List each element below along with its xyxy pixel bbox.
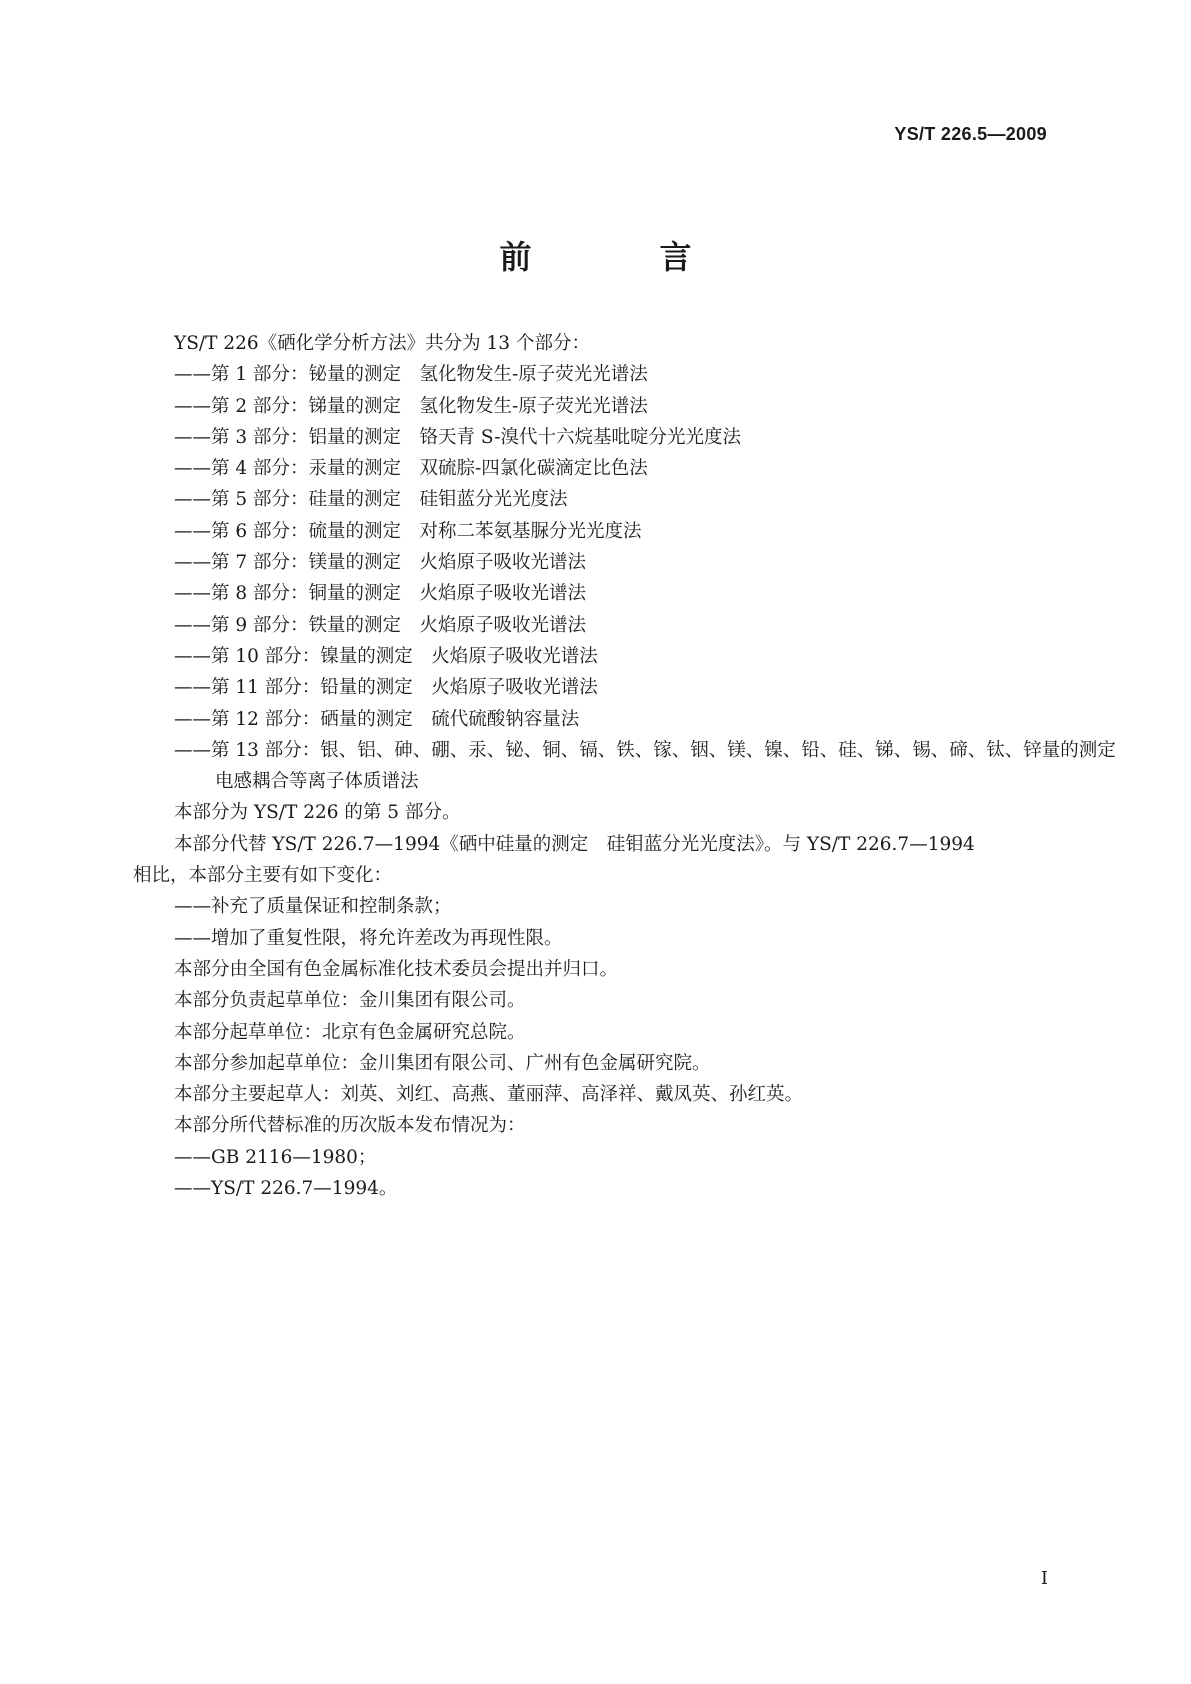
list-item: ——第 7 部分：镁量的测定 火焰原子吸收光谱法 (174, 552, 587, 574)
list-item: ——补充了质量保证和控制条款； (174, 896, 452, 918)
paragraph-continuation: 相比，本部分主要有如下变化： (133, 865, 393, 887)
list-item: ——第 4 部分：汞量的测定 双硫腙-四氯化碳滴定比色法 (174, 458, 648, 480)
list-item: ——第 8 部分：铜量的测定 火焰原子吸收光谱法 (174, 583, 587, 605)
list-item-continuation: 电感耦合等离子体质谱法 (215, 771, 419, 793)
list-item: ——第 3 部分：铝量的测定 铬天青 S-溴代十六烷基吡啶分光光度法 (174, 426, 742, 448)
page-title: 前 言 (499, 238, 740, 276)
list-item: ——YS/T 226.7—1994。 (174, 1178, 398, 1200)
paragraph: 本部分起草单位：北京有色金属研究总院。 (174, 1021, 526, 1043)
page-number: I (1040, 1568, 1048, 1589)
standard-number: YS/T 226.5—2009 (894, 124, 1047, 144)
document-body (133, 328, 1116, 1204)
paragraph: 本部分代替 YS/T 226.7—1994《硒中硅量的测定 硅钼蓝分光光度法》。与 YS/T 226.7—1994 (174, 833, 975, 855)
list-item: ——第 13 部分：银、铝、砷、硼、汞、铋、铜、镉、铁、镓、铟、镁、镍、铅、硅、锑、锡、碲、钛、锌量的测定 (174, 739, 1116, 761)
paragraph: YS/T 226《硒化学分析方法》共分为 13 个部分： (174, 333, 590, 354)
paragraph: 本部分主要起草人：刘英、刘红、高燕、董丽萍、高泽祥、戴凤英、孙红英。 (174, 1084, 804, 1106)
list-item: ——第 1 部分：铋量的测定 氢化物发生-原子荧光光谱法 (174, 364, 648, 386)
list-item: ——GB 2116—1980； (174, 1146, 377, 1168)
list-item: ——增加了重复性限，将允许差改为再现性限。 (174, 927, 563, 949)
paragraph: 本部分负责起草单位：金川集团有限公司。 (174, 990, 526, 1012)
list-item: ——第 9 部分：铁量的测定 火焰原子吸收光谱法 (174, 614, 587, 636)
list-item: ——第 11 部分：铅量的测定 火焰原子吸收光谱法 (174, 677, 598, 699)
list-item: ——第 12 部分：硒量的测定 硫代硫酸钠容量法 (174, 708, 580, 730)
paragraph: 本部分所代替标准的历次版本发布情况为： (174, 1115, 526, 1137)
list-item: ——第 6 部分：硫量的测定 对称二苯氨基脲分光光度法 (174, 520, 642, 542)
list-item: ——第 2 部分：锑量的测定 氢化物发生-原子荧光光谱法 (174, 395, 648, 417)
list-item: ——第 5 部分：硅量的测定 硅钼蓝分光光度法 (174, 489, 568, 511)
list-item: ——第 10 部分：镍量的测定 火焰原子吸收光谱法 (174, 645, 598, 667)
paragraph: 本部分为 YS/T 226 的第 5 部分。 (174, 802, 461, 824)
paragraph: 本部分由全国有色金属标准化技术委员会提出并归口。 (174, 958, 619, 980)
paragraph: 本部分参加起草单位：金川集团有限公司、广州有色金属研究院。 (174, 1052, 711, 1074)
